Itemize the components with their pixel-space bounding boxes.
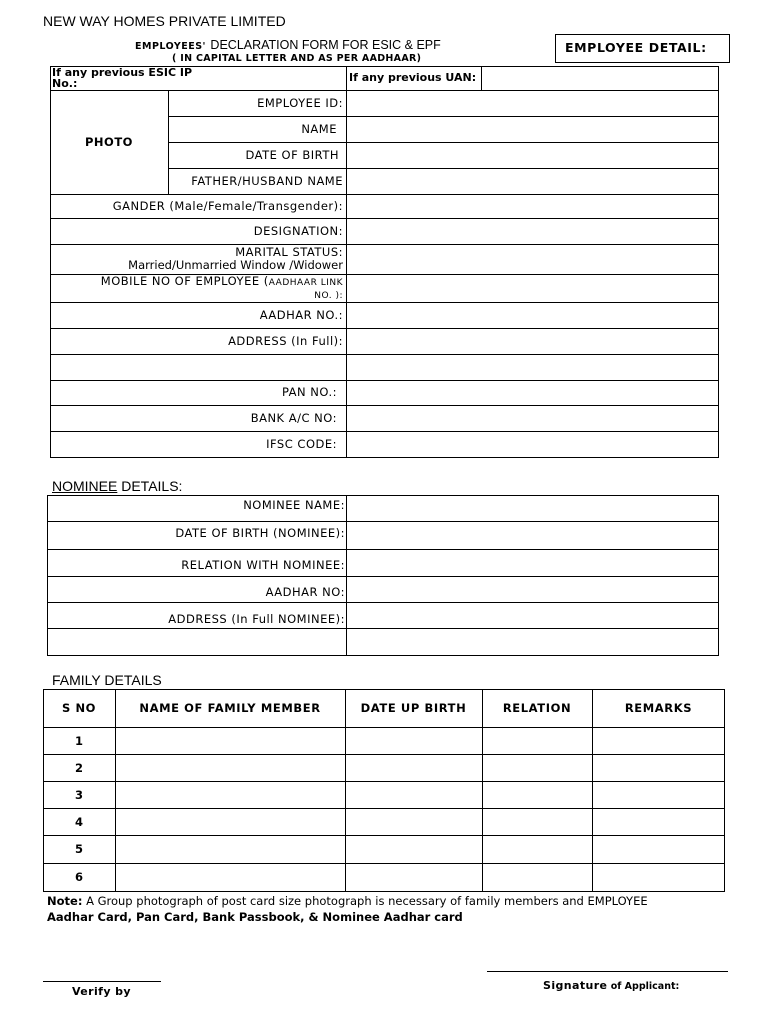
nominee-name-label: NOMINEE NAME: — [243, 498, 345, 512]
prev-esic-label: If any previous ESIC IP No.: — [52, 66, 193, 90]
family-row-sno: 2 — [74, 761, 83, 775]
employee-detail-box — [555, 34, 730, 63]
verify-line — [43, 981, 161, 982]
family-row-sno: 5 — [74, 842, 83, 856]
name-label: NAME — [301, 122, 337, 136]
dob-label: DATE OF BIRTH — [245, 148, 339, 162]
family-col-name: NAME OF FAMILY MEMBER — [139, 701, 321, 715]
address-label: ADDRESS (In Full): — [228, 334, 343, 348]
father-husband-field[interactable] — [347, 169, 718, 194]
ifsc-label: IFSC CODE: — [266, 437, 337, 451]
family-row-sno: 3 — [74, 788, 83, 802]
family-table — [43, 689, 725, 892]
family-col-relation: RELATION — [502, 701, 572, 715]
nominee-address-field[interactable] — [347, 603, 718, 655]
family-col-remarks: REMARKS — [624, 701, 693, 715]
family-row-sno: 1 — [74, 734, 83, 748]
family-row-sno: 6 — [74, 870, 83, 884]
nominee-aadhar-label: AADHAR NO: — [265, 585, 345, 599]
nominee-address-label: ADDRESS (In Full NOMINEE): — [168, 612, 345, 626]
nominee-heading: NOMINEE DETAILS: — [52, 478, 183, 494]
mobile-field[interactable] — [347, 275, 718, 302]
father-husband-label: FATHER/HUSBAND NAME — [191, 174, 343, 188]
nominee-dob-field[interactable] — [347, 522, 718, 549]
employee-id-field[interactable] — [347, 91, 718, 116]
aadhar-label: AADHAR NO.: — [259, 308, 343, 322]
nominee-aadhar-field[interactable] — [347, 577, 718, 602]
prev-uan-label: If any previous UAN: — [349, 71, 477, 84]
bank-label: BANK A/C NO: — [250, 411, 337, 425]
prev-uan-field[interactable] — [482, 67, 718, 90]
family-heading: FAMILY DETAILS — [52, 672, 162, 688]
ifsc-field[interactable] — [347, 432, 718, 457]
form-title-main: DECLARATION FORM FOR ESIC & EPF — [210, 38, 441, 52]
family-row-sno: 4 — [74, 815, 83, 829]
employee-id-label: EMPLOYEE ID: — [257, 96, 343, 110]
nominee-relation-label: RELATION WITH NOMINEE: — [181, 558, 345, 572]
form-title — [135, 36, 441, 54]
signature-label: Signature of Applicant: — [543, 979, 680, 992]
marital-status-label: MARITAL STATUS: Married/Unmarried Window /Widower — [128, 245, 343, 272]
pan-label: PAN NO.: — [281, 385, 337, 399]
family-col-dob: DATE UP BIRTH — [360, 701, 467, 715]
designation-field[interactable] — [347, 219, 718, 244]
signature-line — [487, 971, 728, 972]
form-subtitle: ( IN CAPITAL LETTER AND AS PER AADHAAR) — [172, 53, 422, 64]
note-text: Note: A Group photograph of post card size photograph is necessary of family members and EMPLOYEE Aadhar Card, Pan Card, Bank Passbook, & Nominee Aadhar card — [47, 894, 648, 924]
nominee-dob-label: DATE OF BIRTH (NOMINEE): — [175, 526, 345, 540]
aadhar-field[interactable] — [347, 303, 718, 328]
mobile-label: MOBILE NO OF EMPLOYEE (AADHAAR LINK NO. ): — [100, 274, 343, 301]
family-col-sno: S NO — [61, 701, 97, 715]
pan-field[interactable] — [347, 381, 718, 405]
marital-status-field[interactable] — [347, 245, 718, 274]
form-title-small: EMPLOYEES' — [135, 41, 206, 52]
verify-label: Verify by — [72, 985, 131, 998]
employee-detail-label: EMPLOYEE DETAIL: — [565, 40, 707, 55]
nominee-relation-field[interactable] — [347, 550, 718, 576]
name-field[interactable] — [347, 117, 718, 142]
photo-label: PHOTO — [85, 135, 133, 149]
gender-field[interactable] — [347, 195, 718, 218]
bank-field[interactable] — [347, 406, 718, 431]
dob-field[interactable] — [347, 143, 718, 168]
company-name: NEW WAY HOMES PRIVATE LIMITED — [43, 13, 286, 29]
designation-label: DESIGNATION: — [253, 224, 343, 238]
nominee-name-field[interactable] — [347, 496, 718, 521]
address-field[interactable] — [347, 329, 718, 380]
gender-label: GANDER (Male/Female/Transgender): — [112, 199, 343, 213]
